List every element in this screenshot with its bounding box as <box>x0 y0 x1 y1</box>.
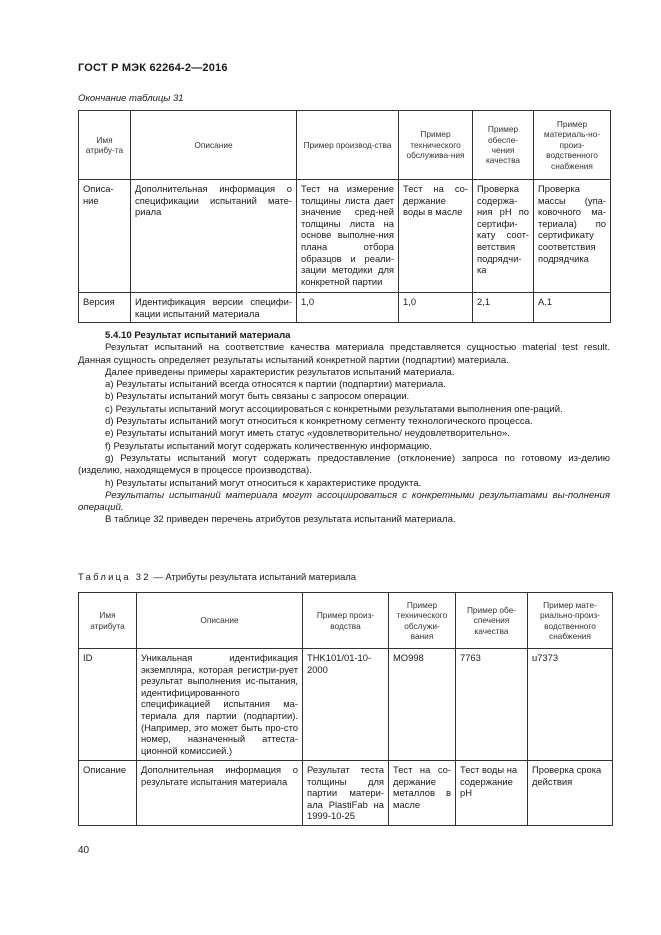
table-cell: THK101/01-10-2000 <box>303 649 389 761</box>
section-body <box>78 330 610 527</box>
list-item: b) Результаты испытаний могут быть связаны с запросом операции. <box>105 391 410 403</box>
table-31-caption: Окончание таблицы 31 <box>78 93 184 104</box>
table-cell: Описание <box>79 761 137 826</box>
table-cell: Дополнительная информация о результате испытания материала <box>137 761 303 826</box>
table-cell: Описа-ние <box>79 180 131 293</box>
table-31-header-maintenance: Пример технического обслужива-ния <box>399 111 473 180</box>
table-cell: Тест воды на содержание pH <box>456 761 528 826</box>
table-cell: Результат теста толщины для партии матери-ала PlastiFab на 1999-10-25 <box>303 761 389 826</box>
list-item: c) Результаты испытаний могут ассоциироваться с конкретными результатами выполнения опе-раций. <box>105 403 563 415</box>
table-32-header-name: Имя атрибута <box>79 593 137 649</box>
list-item: f) Результаты испытаний могут содержать количественную информацию. <box>105 440 432 452</box>
table-31 <box>78 110 611 323</box>
page-number: 40 <box>78 845 90 856</box>
table-cell: Тест на со-держание воды в масле <box>399 180 473 293</box>
table-32-title: — Атрибуты результата испытаний материала <box>153 571 356 582</box>
table-32-header-description: Описание <box>137 593 303 649</box>
table-31-header-quality: Пример обеспе-чения качества <box>473 111 534 180</box>
table-cell: 2,1 <box>473 293 534 323</box>
table-row <box>79 649 613 761</box>
table-cell: Идентификация версии специфи-кации испытаний материала <box>131 293 297 323</box>
table-row <box>79 761 613 826</box>
list-item: h) Результаты испытаний могут относиться к характеристике продукта. <box>105 477 422 489</box>
section-heading: 5.4.10 Результат испытаний материала <box>105 330 291 341</box>
table-32-header-production: Пример произ-водства <box>303 593 389 649</box>
table-31-header-description: Описание <box>131 111 297 180</box>
table-32-caption <box>78 571 356 582</box>
paragraph: Результат испытаний на соответствие качества материала представляется сущностью material test result. Данная сущность определяет результаты испытаний конкретной партии (подпартии) материала. <box>78 342 610 366</box>
document-header: ГОСТ Р МЭК 62264-2—2016 <box>78 62 228 74</box>
table-cell: А.1 <box>534 293 611 323</box>
table-cell: ID <box>79 649 137 761</box>
paragraph: Далее приведены примеры характеристик результатов испытаний материала. <box>105 366 455 378</box>
list-item: a) Результаты испытаний всегда относятся к партии (подпартии) материала. <box>105 379 446 391</box>
table-31-header-name: Имя атрибу-та <box>79 111 131 180</box>
table-cell: Проверка срока действия <box>528 761 613 826</box>
table-31-header-production: Пример производ-ства <box>297 111 399 180</box>
table-cell: Дополнительная информация о спецификации испытаний мате-риала <box>131 180 297 293</box>
list-item: g) Результаты испытаний могут содержать предоставление (отклонение) запроса по готовому из-делию (изделию, находящемуся в процессе производства). <box>78 452 610 477</box>
list-item: d) Результаты испытаний могут относиться к конкретному сегменту технологического процесса. <box>105 416 533 428</box>
table-row <box>79 293 611 323</box>
table-cell: 7763 <box>456 649 528 761</box>
table-cell: 1,0 <box>399 293 473 323</box>
table-cell: Проверка содержа-ния pH по сертифи-кату соот-ветствия подрядчи-ка <box>473 180 534 293</box>
table-row <box>79 180 611 293</box>
table-cell: Версия <box>79 293 131 323</box>
table-32-header-quality: Пример обе-спечения качества <box>456 593 528 649</box>
table-cell: Тест на измерение толщины листа дает значение сред-ней толщины листа на основе выполне-ния плана отбора образцов и реали-зации методики для конкретной партии <box>297 180 399 293</box>
table-cell: 1,0 <box>297 293 399 323</box>
list-item: e) Результаты испытаний могут иметь статус «удовлетворительно/ неудовлетворительно». <box>105 428 511 440</box>
table-32-label: Таблица 32 <box>78 571 151 582</box>
table-32-header-supply: Пример мате-риально-произ-водственного снабжения <box>528 593 613 649</box>
paragraph: В таблице 32 приведен перечень атрибутов результата испытаний материала. <box>105 514 456 526</box>
table-31-header-supply: Пример материаль-но-произ-водственного снабжения <box>534 111 611 180</box>
table-cell: Проверка массы (упа-ковочного ма-териала) по сертификату соответствия подрядчика <box>534 180 611 293</box>
table-cell: Уникальная идентификация экземпляра, которая регистри-рует результат выполнения ис-пытания, идентифицированного спецификацией испытания ма-териала для партии (подпартии). (Например, это может быть про-сто номер, назначенный аттеста-ционной комиссией.) <box>137 649 303 761</box>
table-32-header-maintenance: Пример технического обслужи-вания <box>389 593 456 649</box>
table-cell: u7373 <box>528 649 613 761</box>
table-32 <box>78 592 613 826</box>
table-cell: Тест на со-держание металлов в масле <box>389 761 456 826</box>
paragraph: Результаты испытаний материала могут ассоциироваться с конкретными результатами вы-полнения операций. <box>78 489 610 514</box>
table-cell: MO998 <box>389 649 456 761</box>
